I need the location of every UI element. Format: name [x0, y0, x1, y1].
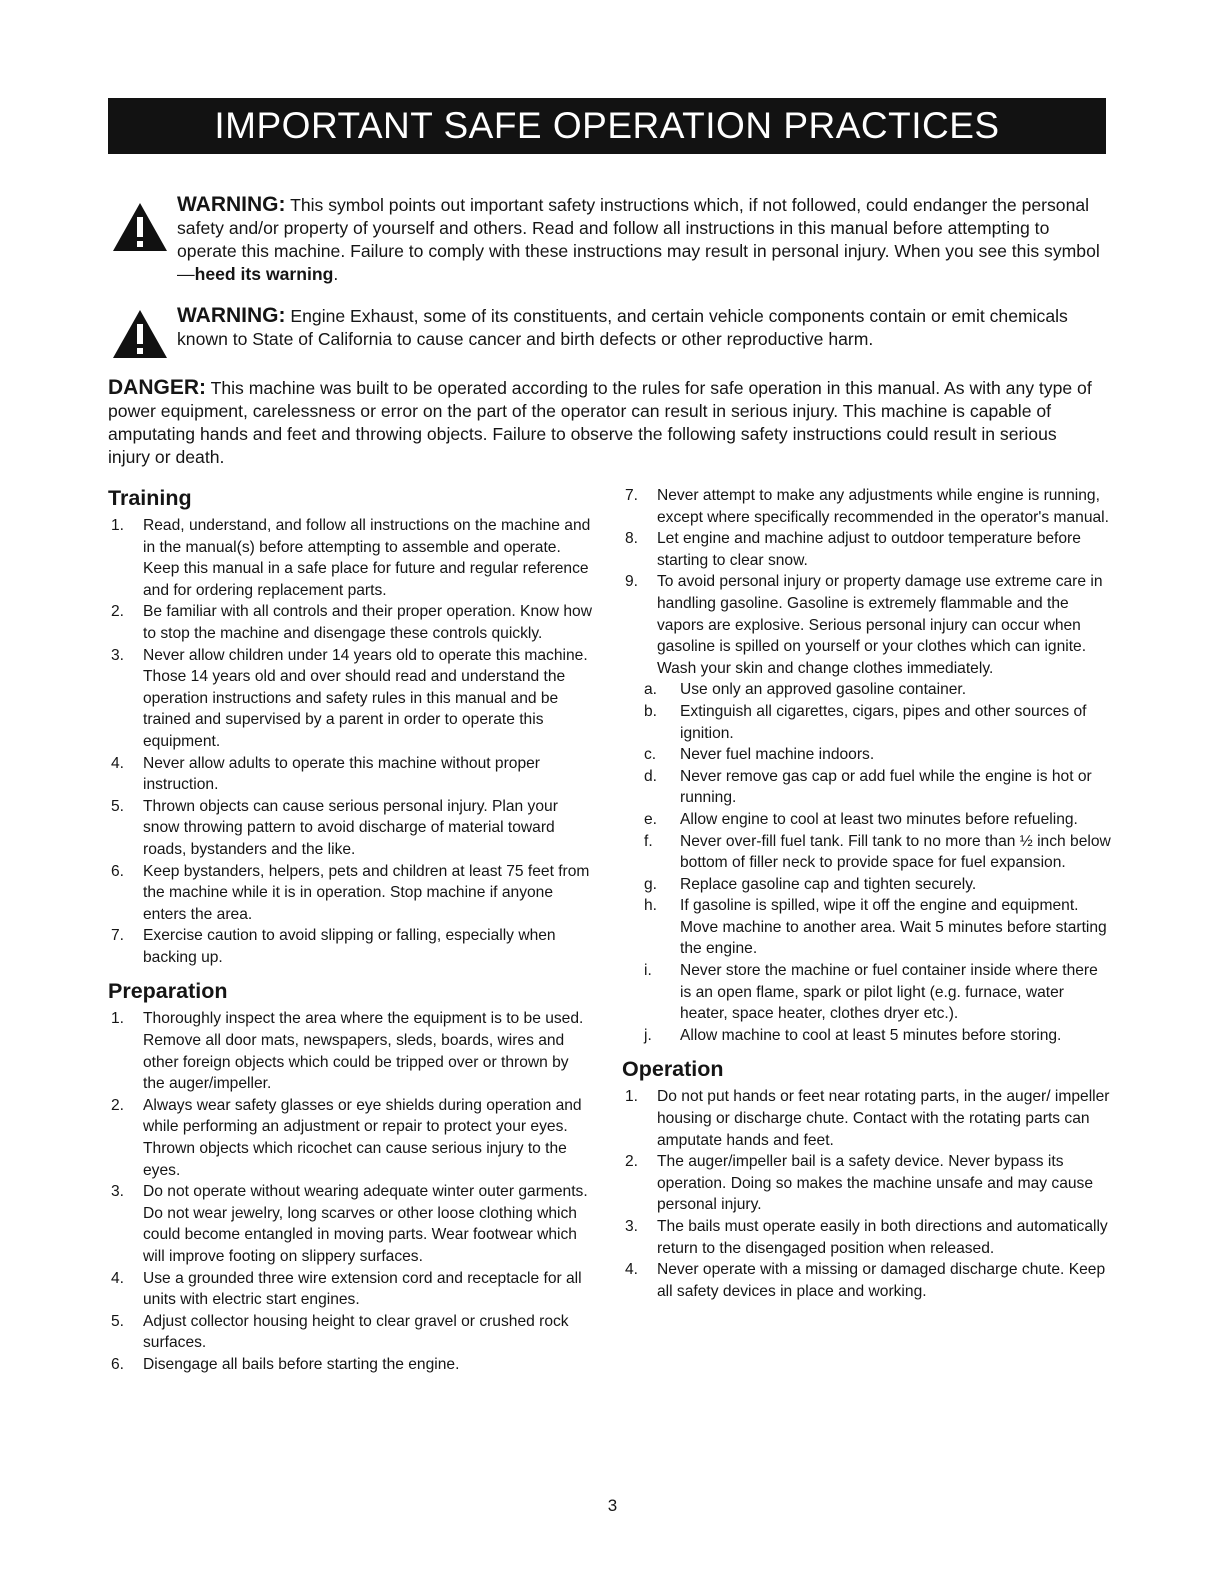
list-item	[108, 796, 593, 861]
item-text: Use only an approved gasoline container.	[680, 681, 967, 699]
preparation-list-continued	[622, 485, 1112, 1046]
item-number: 6.	[111, 862, 125, 880]
item-text: Never operate with a missing or damaged discharge chute. Keep all safety devices in place and working.	[657, 1261, 1106, 1300]
item-letter: h.	[644, 897, 658, 915]
item-text: Extinguish all cigarettes, cigars, pipes and other sources of ignition.	[680, 702, 1087, 742]
list-item	[108, 1354, 593, 1376]
operation-heading: Operation	[622, 1057, 724, 1082]
item-number: 3.	[625, 1218, 639, 1235]
item-text: Never attempt to make any adjustments while engine is running, except where specifically recommended in the operator's manual.	[657, 487, 1109, 526]
warning-text-1	[177, 193, 1101, 286]
item-text: Thoroughly inspect the area where the equipment is to be used. Remove all door mats, newspapers, sleds, boards, wires and other foreign objects which could be tripped over or thrown by the auger/impeller.	[143, 1010, 584, 1093]
warning-tail: .	[333, 264, 339, 284]
item-text: Allow machine to cool at least 5 minutes before storing.	[680, 1026, 1062, 1044]
list-item	[622, 1259, 1112, 1302]
item-text: Never remove gas cap or add fuel while the engine is hot or running.	[680, 767, 1092, 807]
list-item	[622, 485, 1112, 528]
item-number: 1.	[111, 517, 125, 534]
warning-body: Engine Exhaust, some of its constituents, and certain vehicle components contain or emit chemicals known to State of California to cause cancer and birth defects or other reproductive harm.	[177, 306, 1068, 349]
page-banner	[108, 98, 1106, 154]
list-item	[108, 645, 593, 753]
banner-title: IMPORTANT SAFE OPERATION PRACTICES	[214, 105, 1000, 146]
danger-body: This machine was built to be operated according to the rules for safe operation in this manual. As with any type of power equipment, carelessness or error on the part of the operator can result in serious injury. This machine is capable of amputating hands and feet and throwing objects. Failure to observe the following safety instructions could result in serious injury or death.	[108, 378, 1092, 467]
sub-list-item	[622, 895, 1112, 960]
item-text: Never store the machine or fuel container inside where there is an open flame, spark or pilot light (e.g. furnace, water heater, space heater, clothes dryer etc.).	[680, 962, 1098, 1023]
item-number: 1.	[625, 1088, 639, 1106]
list-item	[108, 1311, 593, 1354]
item-letter: e.	[644, 810, 658, 828]
item-text: Let engine and machine adjust to outdoor temperature before starting to clear snow.	[657, 530, 1081, 569]
right-column	[622, 485, 1112, 1312]
preparation-heading: Preparation	[108, 979, 228, 1004]
item-number: 2.	[625, 1153, 639, 1171]
item-text: Always wear safety glasses or eye shields during operation and while performing an adjustment or repair to protect your eyes. Thrown objects which ricochet can cause serious injury to the eyes.	[143, 1096, 582, 1179]
warning-triangle-icon	[111, 308, 169, 360]
item-letter: g.	[644, 875, 658, 893]
list-item	[108, 601, 593, 644]
item-text: Keep bystanders, helpers, pets and children at least 75 feet from the machine while it is in operation. Stop machine if anyone enters the area.	[143, 862, 590, 923]
item-text: Never fuel machine indoors.	[680, 746, 875, 764]
list-item	[108, 753, 593, 796]
sub-list-item	[622, 809, 1112, 831]
item-letter: b.	[644, 702, 658, 720]
item-text: To avoid personal injury or property damage use extreme care in handling gasoline. Gasoline is extremely flammable and the vapors are explosive. Serious personal injury can occur when gasoline is spilled on yourself or your clothes which can ignite. Wash your skin and change clothes immediately.	[657, 573, 1103, 677]
item-number: 7.	[625, 487, 639, 504]
item-letter: j.	[644, 1026, 652, 1044]
page-number: 3	[607, 1496, 618, 1515]
sub-list-item	[622, 1025, 1112, 1047]
item-number: 4.	[111, 754, 125, 772]
list-item	[108, 1181, 593, 1267]
list-item	[622, 528, 1112, 571]
list-item	[108, 861, 593, 926]
sub-list-item	[622, 960, 1112, 1025]
preparation-list	[108, 1008, 593, 1375]
danger-lead: DANGER:	[108, 376, 206, 399]
warning-lead: WARNING:	[177, 304, 286, 327]
warning-emphasis: heed its warning	[194, 264, 334, 284]
item-number: 2.	[111, 1096, 125, 1114]
sub-list-item	[622, 701, 1112, 744]
sub-list-item	[622, 679, 1112, 701]
item-number: 5.	[111, 1312, 125, 1330]
list-item	[108, 1008, 593, 1094]
list-item	[622, 1086, 1112, 1151]
item-number: 3.	[111, 646, 125, 664]
item-letter: a.	[644, 681, 658, 699]
item-text: Do not operate without wearing adequate winter outer garments. Do not wear jewelry, long scarves or other loose clothing which could become entangled in moving parts. Wear footwear which will improve footing on slippery surfaces.	[143, 1183, 588, 1265]
item-text: If gasoline is spilled, wipe it off the engine and equipment. Move machine to another area. Wait 5 minutes before starting the engine.	[680, 897, 1107, 958]
item-letter: c.	[644, 746, 657, 764]
item-text: Adjust collector housing height to clear gravel or crushed rock surfaces.	[143, 1312, 569, 1352]
item-text: Never allow children under 14 years old to operate this machine. Those 14 years old and over should read and understand the operation instructions and safety rules in this manual and be trained and supervised by a parent in order to operate this equipment.	[143, 646, 588, 750]
list-item	[622, 1151, 1112, 1216]
item-text: The bails must operate easily in both directions and automatically return to the disengaged position when released.	[657, 1218, 1108, 1257]
list-item	[108, 925, 593, 968]
warning-block-2	[111, 304, 1101, 351]
item-number: 7.	[111, 927, 125, 945]
item-text: Exercise caution to avoid slipping or falling, especially when backing up.	[143, 927, 556, 966]
item-text: Be familiar with all controls and their proper operation. Know how to stop the machine and disengage these controls quickly.	[143, 603, 592, 642]
list-item	[622, 571, 1112, 1046]
item-text: Disengage all bails before starting the engine.	[143, 1355, 460, 1373]
item-text: Read, understand, and follow all instructions on the machine and in the manual(s) before attempting to assemble and operate. Keep this manual in a safe place for future and regular reference and for ordering replacement parts.	[143, 517, 591, 599]
item-text: The auger/impeller bail is a safety device. Never bypass its operation. Doing so makes the machine unsafe and may cause personal injury.	[657, 1153, 1094, 1214]
item-number: 8.	[625, 530, 639, 548]
warning-triangle-icon	[111, 201, 169, 253]
item-letter: i.	[644, 962, 652, 980]
item-letter: d.	[644, 767, 658, 785]
item-text: Never allow adults to operate this machine without proper instruction.	[143, 754, 540, 794]
warning-body: This symbol points out important safety instructions which, if not followed, could endanger the personal safety and/or property of yourself and others. Read and follow all instructions in this manual before attempting to operate this machine. Failure to comply with these instructions may result in personal injury. When you see this symbol—	[177, 195, 1100, 284]
left-column	[108, 485, 593, 1386]
item-number: 6.	[111, 1355, 125, 1373]
item-number: 3.	[111, 1183, 125, 1201]
list-item	[108, 1095, 593, 1181]
sub-list-item	[622, 874, 1112, 896]
item-text: Replace gasoline cap and tighten securely.	[680, 875, 977, 893]
item-number: 9.	[625, 573, 639, 591]
danger-block	[108, 376, 1103, 469]
item-text: Thrown objects can cause serious personal injury. Plan your snow throwing pattern to avoid discharge of material toward roads, bystanders and the like.	[143, 797, 558, 858]
list-item	[108, 1268, 593, 1311]
item-letter: f.	[644, 832, 653, 850]
item-text: Never over-fill fuel tank. Fill tank to no more than ½ inch below bottom of filler neck to provide space for fuel expansion.	[680, 832, 1111, 872]
warning-text-2	[177, 304, 1101, 351]
item-number: 4.	[625, 1261, 639, 1279]
item-number: 1.	[111, 1010, 125, 1028]
training-heading: Training	[108, 486, 192, 510]
item-number: 4.	[111, 1269, 125, 1287]
sub-list-item	[622, 744, 1112, 766]
warning-block-1	[111, 193, 1101, 286]
warning-lead: WARNING:	[177, 193, 286, 216]
item-number: 5.	[111, 797, 125, 815]
sub-list-item	[622, 766, 1112, 809]
list-item	[108, 515, 593, 601]
item-text: Do not put hands or feet near rotating parts, in the auger/ impeller housing or discharge chute. Contact with the rotating parts can amputate hands and feet.	[657, 1088, 1110, 1149]
operation-list	[622, 1086, 1112, 1302]
gasoline-sublist	[622, 679, 1112, 1046]
item-number: 2.	[111, 603, 125, 621]
sub-list-item	[622, 831, 1112, 874]
item-text: Use a grounded three wire extension cord and receptacle for all units with electric start engines.	[143, 1269, 582, 1309]
list-item	[622, 1216, 1112, 1259]
item-text: Allow engine to cool at least two minutes before refueling.	[680, 810, 1078, 828]
training-list	[108, 515, 593, 968]
